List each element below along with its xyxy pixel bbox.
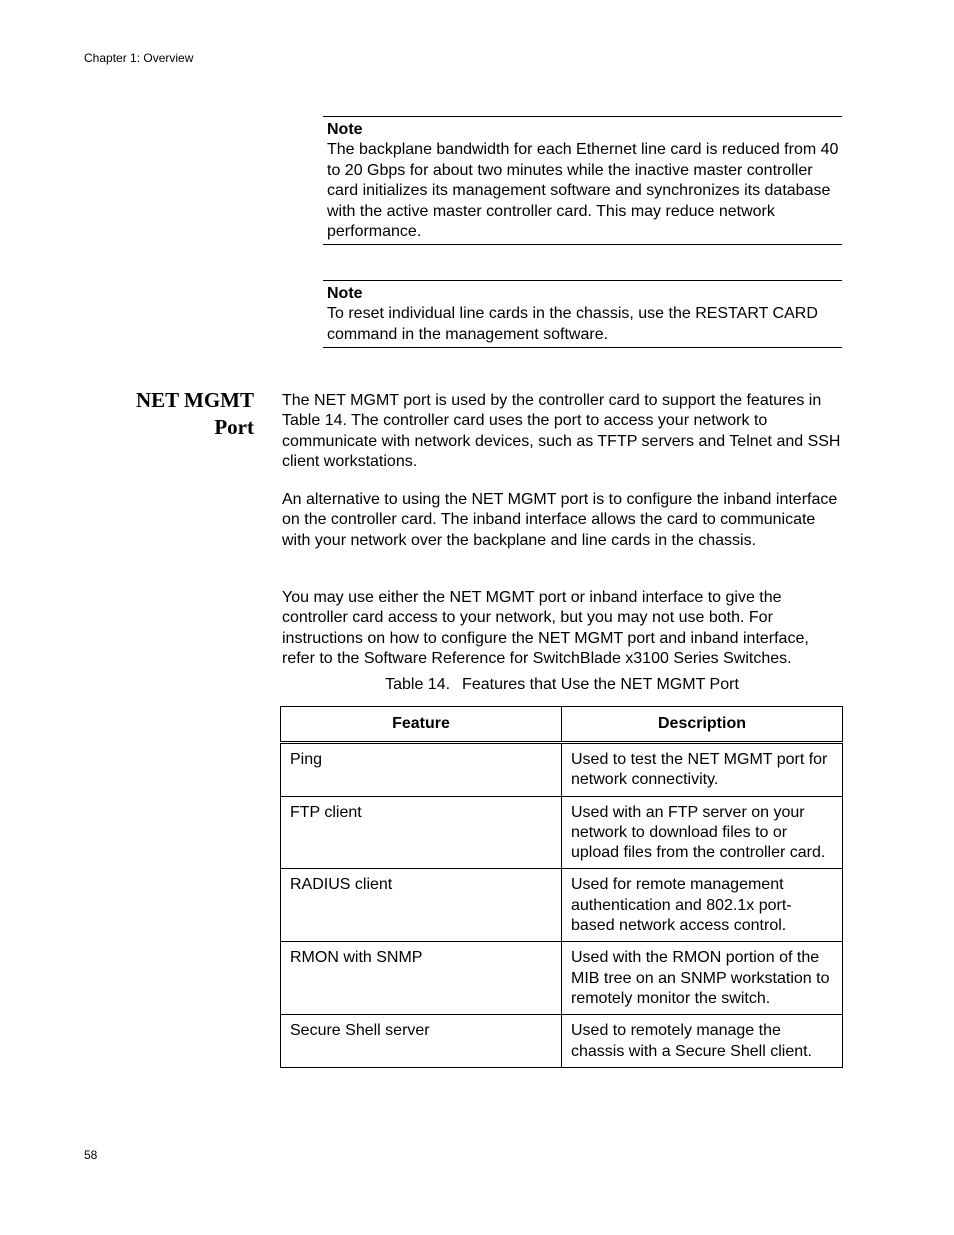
table-header-feature: Feature <box>281 707 562 743</box>
description-cell: Used with an FTP server on your network to download files to or upload files from the controller card. <box>562 796 843 869</box>
table-caption-number: Table 14. <box>385 676 451 693</box>
table-caption <box>282 675 842 695</box>
page-number: 58 <box>84 1148 98 1162</box>
note-box-reset <box>323 280 842 348</box>
table-caption-title: Features that Use the NET MGMT Port <box>462 676 739 693</box>
feature-cell: Secure Shell server <box>281 1015 562 1068</box>
feature-cell: RADIUS client <box>281 869 562 942</box>
feature-cell: Ping <box>281 743 562 797</box>
table-row <box>281 796 843 869</box>
running-header: Chapter 1: Overview <box>84 51 194 65</box>
note-title: Note <box>327 121 363 138</box>
description-cell: Used to test the NET MGMT port for network connectivity. <box>562 743 843 797</box>
section-heading-line-2: Port <box>214 415 254 439</box>
note-box-bandwidth <box>323 116 842 245</box>
features-table <box>280 706 843 1068</box>
table-row <box>281 1015 843 1068</box>
note-title: Note <box>327 285 363 302</box>
note-body: To reset individual line cards in the chassis, use the RESTART CARD command in the management software. <box>327 305 818 343</box>
table-row <box>281 743 843 797</box>
feature-cell: FTP client <box>281 796 562 869</box>
table-row <box>281 869 843 942</box>
body-paragraph-3: You may use either the NET MGMT port or inband interface to give the controller card access to your network, but you may not use both. For instructions on how to configure the NET MGMT port and inband interface, refer to the Software Reference for SwitchBlade x3100 Series Switches. <box>282 589 809 667</box>
table-row <box>281 942 843 1015</box>
description-cell: Used for remote management authentication and 802.1x port-based network access control. <box>562 869 843 942</box>
note-body: The backplane bandwidth for each Ethernet line card is reduced from 40 to 20 Gbps for about two minutes while the inactive master controller card initializes its management software and synchronizes its database with the active master controller card. This may reduce network performance. <box>327 141 839 241</box>
description-cell: Used to remotely manage the chassis with a Secure Shell client. <box>562 1015 843 1068</box>
section-heading <box>100 387 254 441</box>
feature-cell: RMON with SNMP <box>281 942 562 1015</box>
body-paragraph-1: The NET MGMT port is used by the controller card to support the features in Table 14. The controller card uses the port to access your network to communicate with network devices, such as TFTP servers and Telnet and SSH client workstations. <box>282 392 841 470</box>
body-paragraph-2: An alternative to using the NET MGMT port is to configure the inband interface on the controller card. The inband interface allows the card to communicate with your network over the backplane and line cards in the chassis. <box>282 491 838 549</box>
table-header-description: Description <box>562 707 843 743</box>
table-header-row <box>281 707 843 743</box>
section-heading-line-1: NET MGMT <box>135 388 254 412</box>
description-cell: Used with the RMON portion of the MIB tree on an SNMP workstation to remotely monitor the switch. <box>562 942 843 1015</box>
